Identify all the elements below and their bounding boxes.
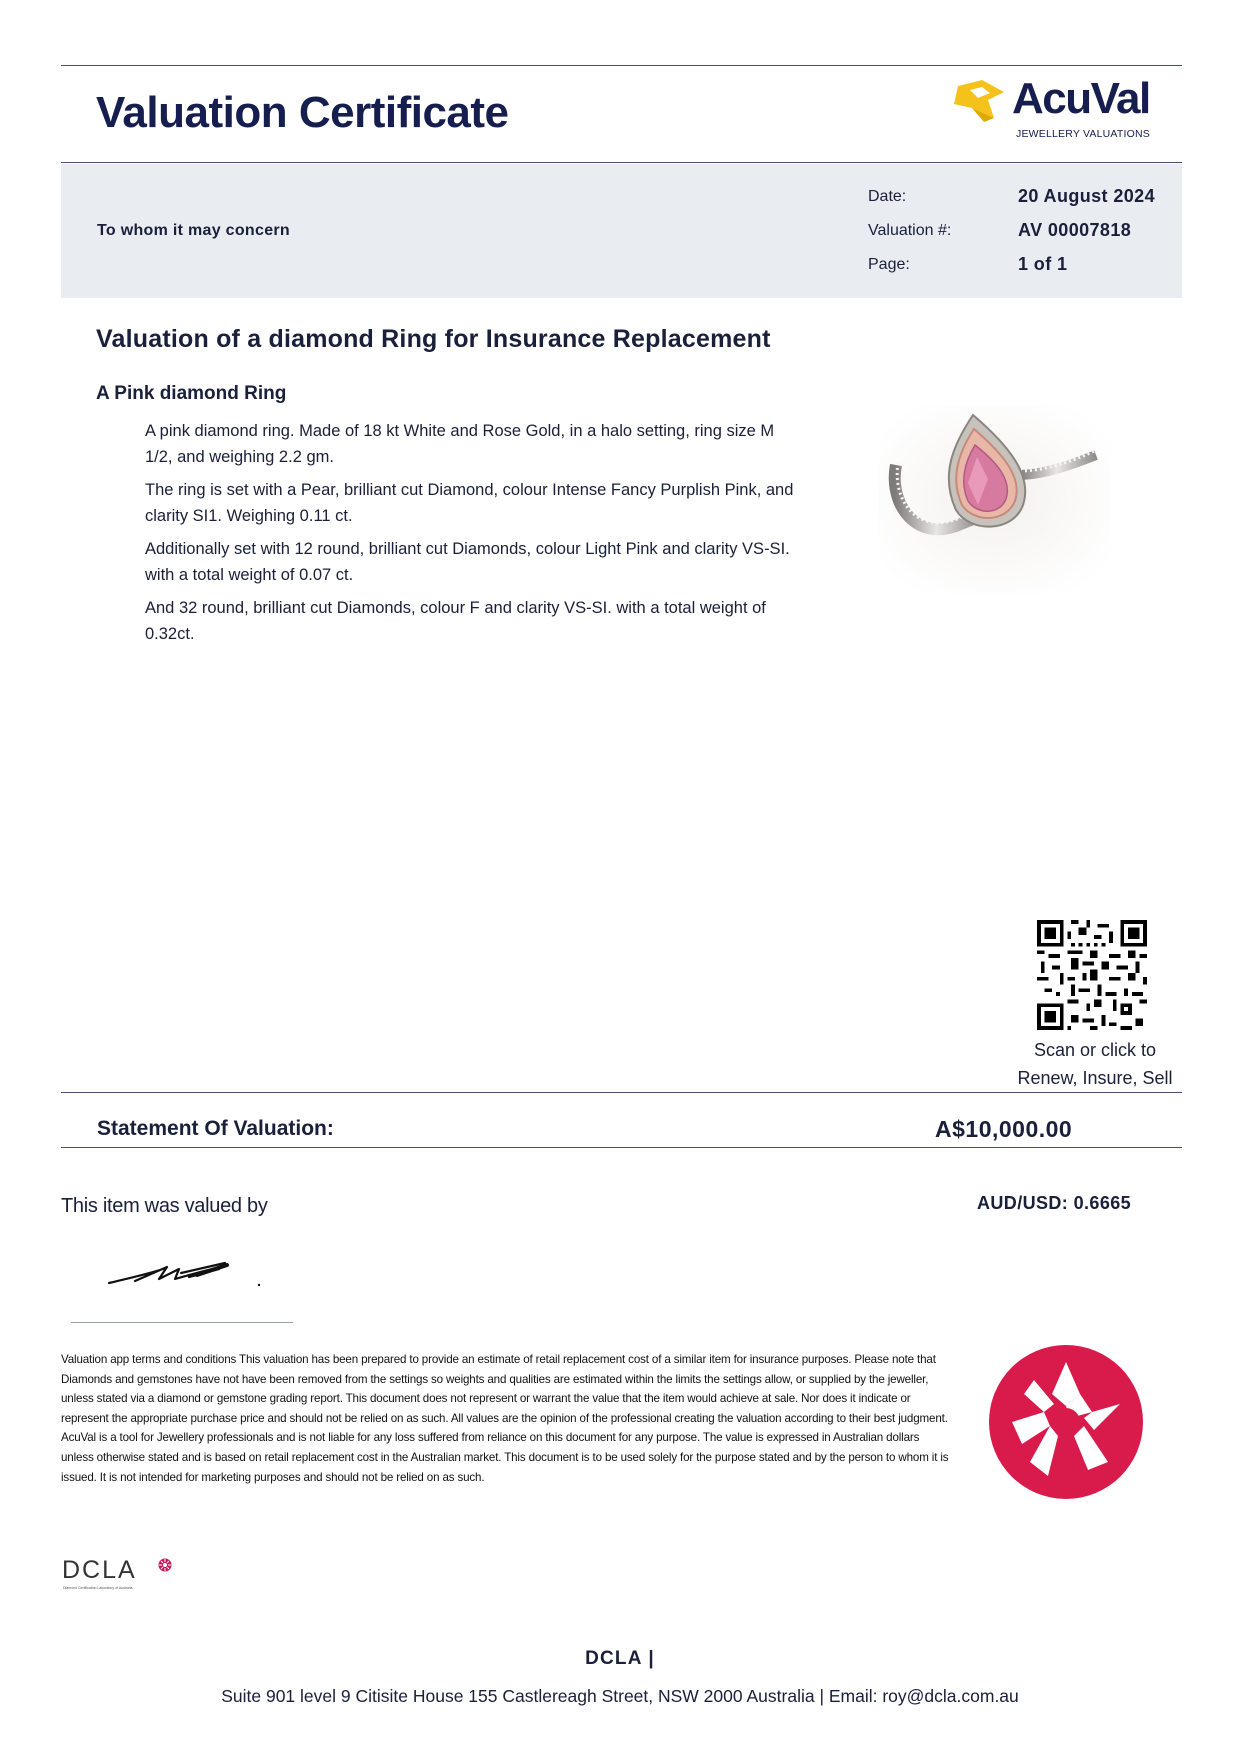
description-paragraph: The ring is set with a Pear, brilliant cut Diamond, colour Intense Fancy Purplish Pink, and clarity SI1. Weighing 0.11 ct. (145, 481, 794, 525)
signature-line (71, 1322, 293, 1323)
ring-photo (878, 405, 1110, 593)
qr-code[interactable] (1037, 920, 1147, 1030)
valued-by-text: This item was valued by (61, 1195, 268, 1217)
terms-and-conditions: Valuation app terms and conditions This valuation has been prepared to provide an estimate of retail replacement cost of a similar item for insurance purposes. Please note that Diamonds and gemstones have not have been removed from the settings so weights and qualities are estimated within the limits the settings allow, or supplied by the jeweller, unless stated via a diamond or gemstone grading report. This document does not represent or warrant the value that the item would achieve at sale. Nor does it indicate or represent the appropriate purchase price and should not be relied on as such. All values are the opinion of the professional creating the valuation according to their best judgment. AcuVal is a tool for Jewellery professionals and is not liable for any loss suffered from reliance on this document for any purpose. The value is expressed in Australian dollars unless otherwise stated and is based on retail replacement cost in the Australian market. This document is to be used solely for the purpose stated and by the person to whom it is issued. It is not intended for marketing purposes and should not be relied on as such. (61, 1353, 949, 1484)
statement-top-rule (61, 1092, 1182, 1093)
date-value: 20 August 2024 (1018, 186, 1155, 206)
valuation-heading: Valuation of a diamond Ring for Insurance Replacement (96, 325, 771, 353)
acuval-seal-icon (988, 1344, 1144, 1500)
date-label: Date: (868, 188, 907, 205)
band-top-rule (61, 162, 1182, 163)
description-paragraph: A pink diamond ring. Made of 18 kt White and Rose Gold, in a halo setting, ring size M 1/2, and weighing 2.2 gm. (145, 422, 775, 466)
valuation-number-label: Valuation #: (868, 222, 952, 239)
page-label: Page: (868, 256, 910, 273)
footer-address: Suite 901 level 9 Citisite House 155 Castlereagh Street, NSW 2000 Australia | Email: roy@dcla.com.au (221, 1686, 1019, 1706)
exchange-rate: AUD/USD: 0.6665 (977, 1193, 1132, 1213)
acuval-logo-mark-icon (948, 78, 1010, 128)
item-title: A Pink diamond Ring (96, 383, 287, 404)
description-paragraph: And 32 round, brilliant cut Diamonds, colour F and clarity VS-SI. with a total weight of 0.32ct. (145, 599, 766, 643)
qr-caption-line: Scan or click to (1033, 1040, 1157, 1060)
valuer-signature (105, 1255, 265, 1291)
dcla-logo-wordmark: DCLA (62, 1556, 137, 1584)
item-description (145, 418, 805, 654)
addressee: To whom it may concern (97, 222, 290, 239)
valuation-number-value: AV 00007818 (1018, 220, 1132, 240)
page-title: Valuation Certificate (96, 88, 509, 137)
info-band (61, 164, 1182, 298)
qr-caption (1000, 1036, 1190, 1092)
statement-bottom-rule (61, 1147, 1182, 1148)
description-paragraph: Additionally set with 12 round, brilliant cut Diamonds, colour Light Pink and clarity VS-SI. with a total weight of 0.07 ct. (145, 540, 790, 584)
statement-label: Statement Of Valuation: (97, 1117, 334, 1140)
acuval-logo (948, 76, 1168, 146)
footer-company: DCLA | (585, 1648, 655, 1669)
dcla-logo-tagline: Diamond Certification Laboratory of Australia (63, 1586, 133, 1590)
dcla-logo (62, 1556, 172, 1592)
dcla-flower-icon (158, 1558, 172, 1572)
page-value: 1 of 1 (1018, 254, 1068, 274)
acuval-logo-tagline: JEWELLERY VALUATIONS (1016, 128, 1150, 140)
qr-caption-line: Renew, Insure, Sell (1017, 1068, 1173, 1088)
statement-value: A$10,000.00 (935, 1116, 1073, 1142)
top-rule (61, 65, 1182, 66)
acuval-logo-wordmark: AcuVal (1012, 74, 1150, 123)
